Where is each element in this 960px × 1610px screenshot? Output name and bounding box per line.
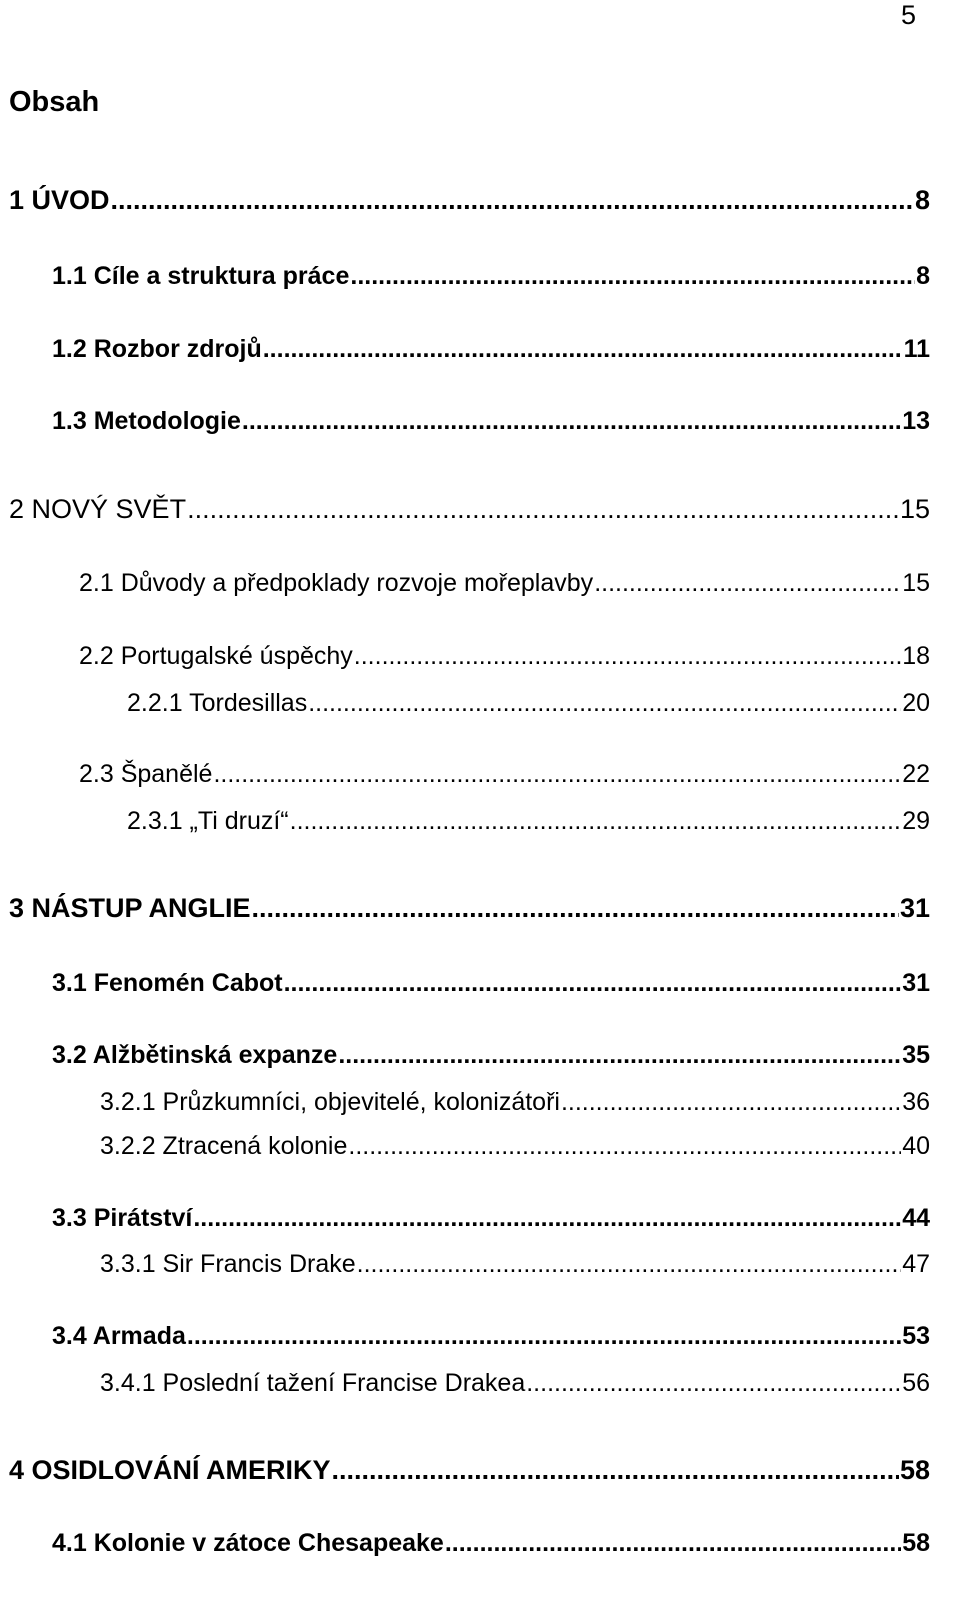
toc-entry-page: 29 [902, 807, 930, 835]
toc-entry-section-3-2[interactable] [52, 1043, 930, 1068]
toc-entry-label: 1.2 Rozbor zdrojů [52, 335, 262, 363]
toc-entry-label: 2.3 Španělé [79, 760, 213, 788]
dot-leader [445, 1531, 901, 1556]
dot-leader [242, 409, 901, 434]
toc-entry-label: 2.1 Důvody a předpoklady rozvoje mořeplavby [79, 569, 594, 597]
toc-entry-label: 1.1 Cíle a struktura práce [52, 262, 350, 290]
toc-entry-label: 2.2 Portugalské úspěchy [79, 642, 353, 670]
toc-entry-label: 3.2 Alžbětinská expanze [52, 1041, 338, 1069]
toc-entry-page: 53 [902, 1322, 930, 1350]
dot-leader [187, 496, 899, 523]
toc-entry-page: 20 [902, 689, 930, 717]
toc-entry-label: 4 OSIDLOVÁNÍ AMERIKY [9, 1455, 331, 1485]
toc-entry-section-2-3[interactable] [79, 762, 930, 787]
toc-entry-label: 3.2.1 Průzkumníci, objevitelé, kolonizátoři [100, 1088, 560, 1116]
toc-entry-section-2-1[interactable] [79, 571, 930, 596]
toc-entry-page: 13 [902, 407, 930, 435]
toc-entry-chapter-2[interactable] [9, 496, 930, 523]
toc-entry-section-1-3[interactable] [52, 409, 930, 434]
toc-entry-label: 2.3.1 „Ti druzí“ [127, 807, 289, 835]
toc-entry-label: 3.4.1 Poslední tažení Francise Drakea [100, 1369, 526, 1397]
toc-entry-section-1-1[interactable] [52, 264, 930, 289]
page-number: 5 [900, 0, 916, 30]
toc-entry-label: 1.3 Metodologie [52, 407, 241, 435]
toc-entry-page: 36 [902, 1088, 930, 1116]
toc-entry-page: 11 [903, 335, 930, 363]
toc-entry-subsection-2-3-1[interactable] [127, 809, 930, 834]
toc-entry-page: 22 [902, 760, 930, 788]
dot-leader [193, 1206, 901, 1231]
toc-entry-page: 58 [899, 1455, 930, 1485]
toc-entry-page: 8 [914, 185, 930, 215]
dot-leader [111, 187, 914, 214]
toc-entry-section-3-3[interactable] [52, 1206, 930, 1231]
dot-leader [526, 1371, 901, 1396]
dot-leader [357, 1252, 902, 1277]
toc-entry-label: 3 NÁSTUP ANGLIE [9, 893, 251, 923]
dot-leader [213, 762, 901, 787]
toc-entry-label: 3.1 Fenomén Cabot [52, 969, 283, 997]
toc-entry-page: 15 [899, 494, 930, 524]
toc-entry-label: 4.1 Kolonie v zátoce Chesapeake [52, 1529, 444, 1557]
toc-entry-section-4-1[interactable] [52, 1531, 930, 1556]
toc-entry-section-1-2[interactable] [52, 337, 930, 362]
toc-entry-section-2-2[interactable] [79, 644, 930, 669]
toc-entry-subsection-3-3-1[interactable] [100, 1252, 930, 1277]
toc-entry-page: 31 [902, 969, 930, 997]
toc-entry-page: 18 [902, 642, 930, 670]
dot-leader [332, 1457, 899, 1484]
toc-entry-page: 47 [902, 1250, 930, 1278]
dot-leader [308, 691, 901, 716]
dot-leader [187, 1324, 901, 1349]
toc-entry-page: 44 [902, 1204, 930, 1232]
toc-entry-chapter-1[interactable] [9, 187, 930, 214]
toc-entry-page: 35 [902, 1041, 930, 1069]
toc-entry-subsection-3-2-2[interactable] [100, 1134, 930, 1159]
dot-leader [348, 1134, 901, 1159]
toc-entry-label: 3.2.2 Ztracená kolonie [100, 1132, 348, 1160]
toc-entry-subsection-2-2-1[interactable] [127, 691, 930, 716]
toc-entry-chapter-3[interactable] [9, 895, 930, 922]
toc-entry-label: 2.2.1 Tordesillas [127, 689, 308, 717]
dot-leader [354, 644, 901, 669]
dot-leader [290, 809, 902, 834]
dot-leader [594, 571, 901, 596]
toc-entry-chapter-4[interactable] [9, 1457, 930, 1484]
toc-entry-page: 8 [916, 262, 930, 290]
toc-entry-page: 31 [899, 893, 930, 923]
toc-entry-subsection-3-4-1[interactable] [100, 1371, 930, 1396]
toc-entry-label: 1 ÚVOD [9, 185, 110, 215]
dot-leader [252, 895, 899, 922]
toc-entry-section-3-1[interactable] [52, 971, 930, 996]
dot-leader [284, 971, 902, 996]
toc-entry-section-3-4[interactable] [52, 1324, 930, 1349]
toc-entry-label: 3.4 Armada [52, 1322, 186, 1350]
dot-leader [338, 1043, 901, 1068]
toc-entry-subsection-3-2-1[interactable] [100, 1090, 930, 1115]
dot-leader [350, 264, 915, 289]
toc-entry-page: 56 [902, 1369, 930, 1397]
dot-leader [263, 337, 903, 362]
toc-entry-page: 40 [902, 1132, 930, 1160]
toc-entry-label: 3.3.1 Sir Francis Drake [100, 1250, 356, 1278]
toc-entry-label: 2 NOVÝ SVĚT [9, 494, 187, 524]
toc-entry-label: 3.3 Pirátství [52, 1204, 193, 1232]
toc-entry-page: 58 [902, 1529, 930, 1557]
toc-title: Obsah [9, 86, 100, 118]
dot-leader [561, 1090, 901, 1115]
toc-entry-page: 15 [902, 569, 930, 597]
